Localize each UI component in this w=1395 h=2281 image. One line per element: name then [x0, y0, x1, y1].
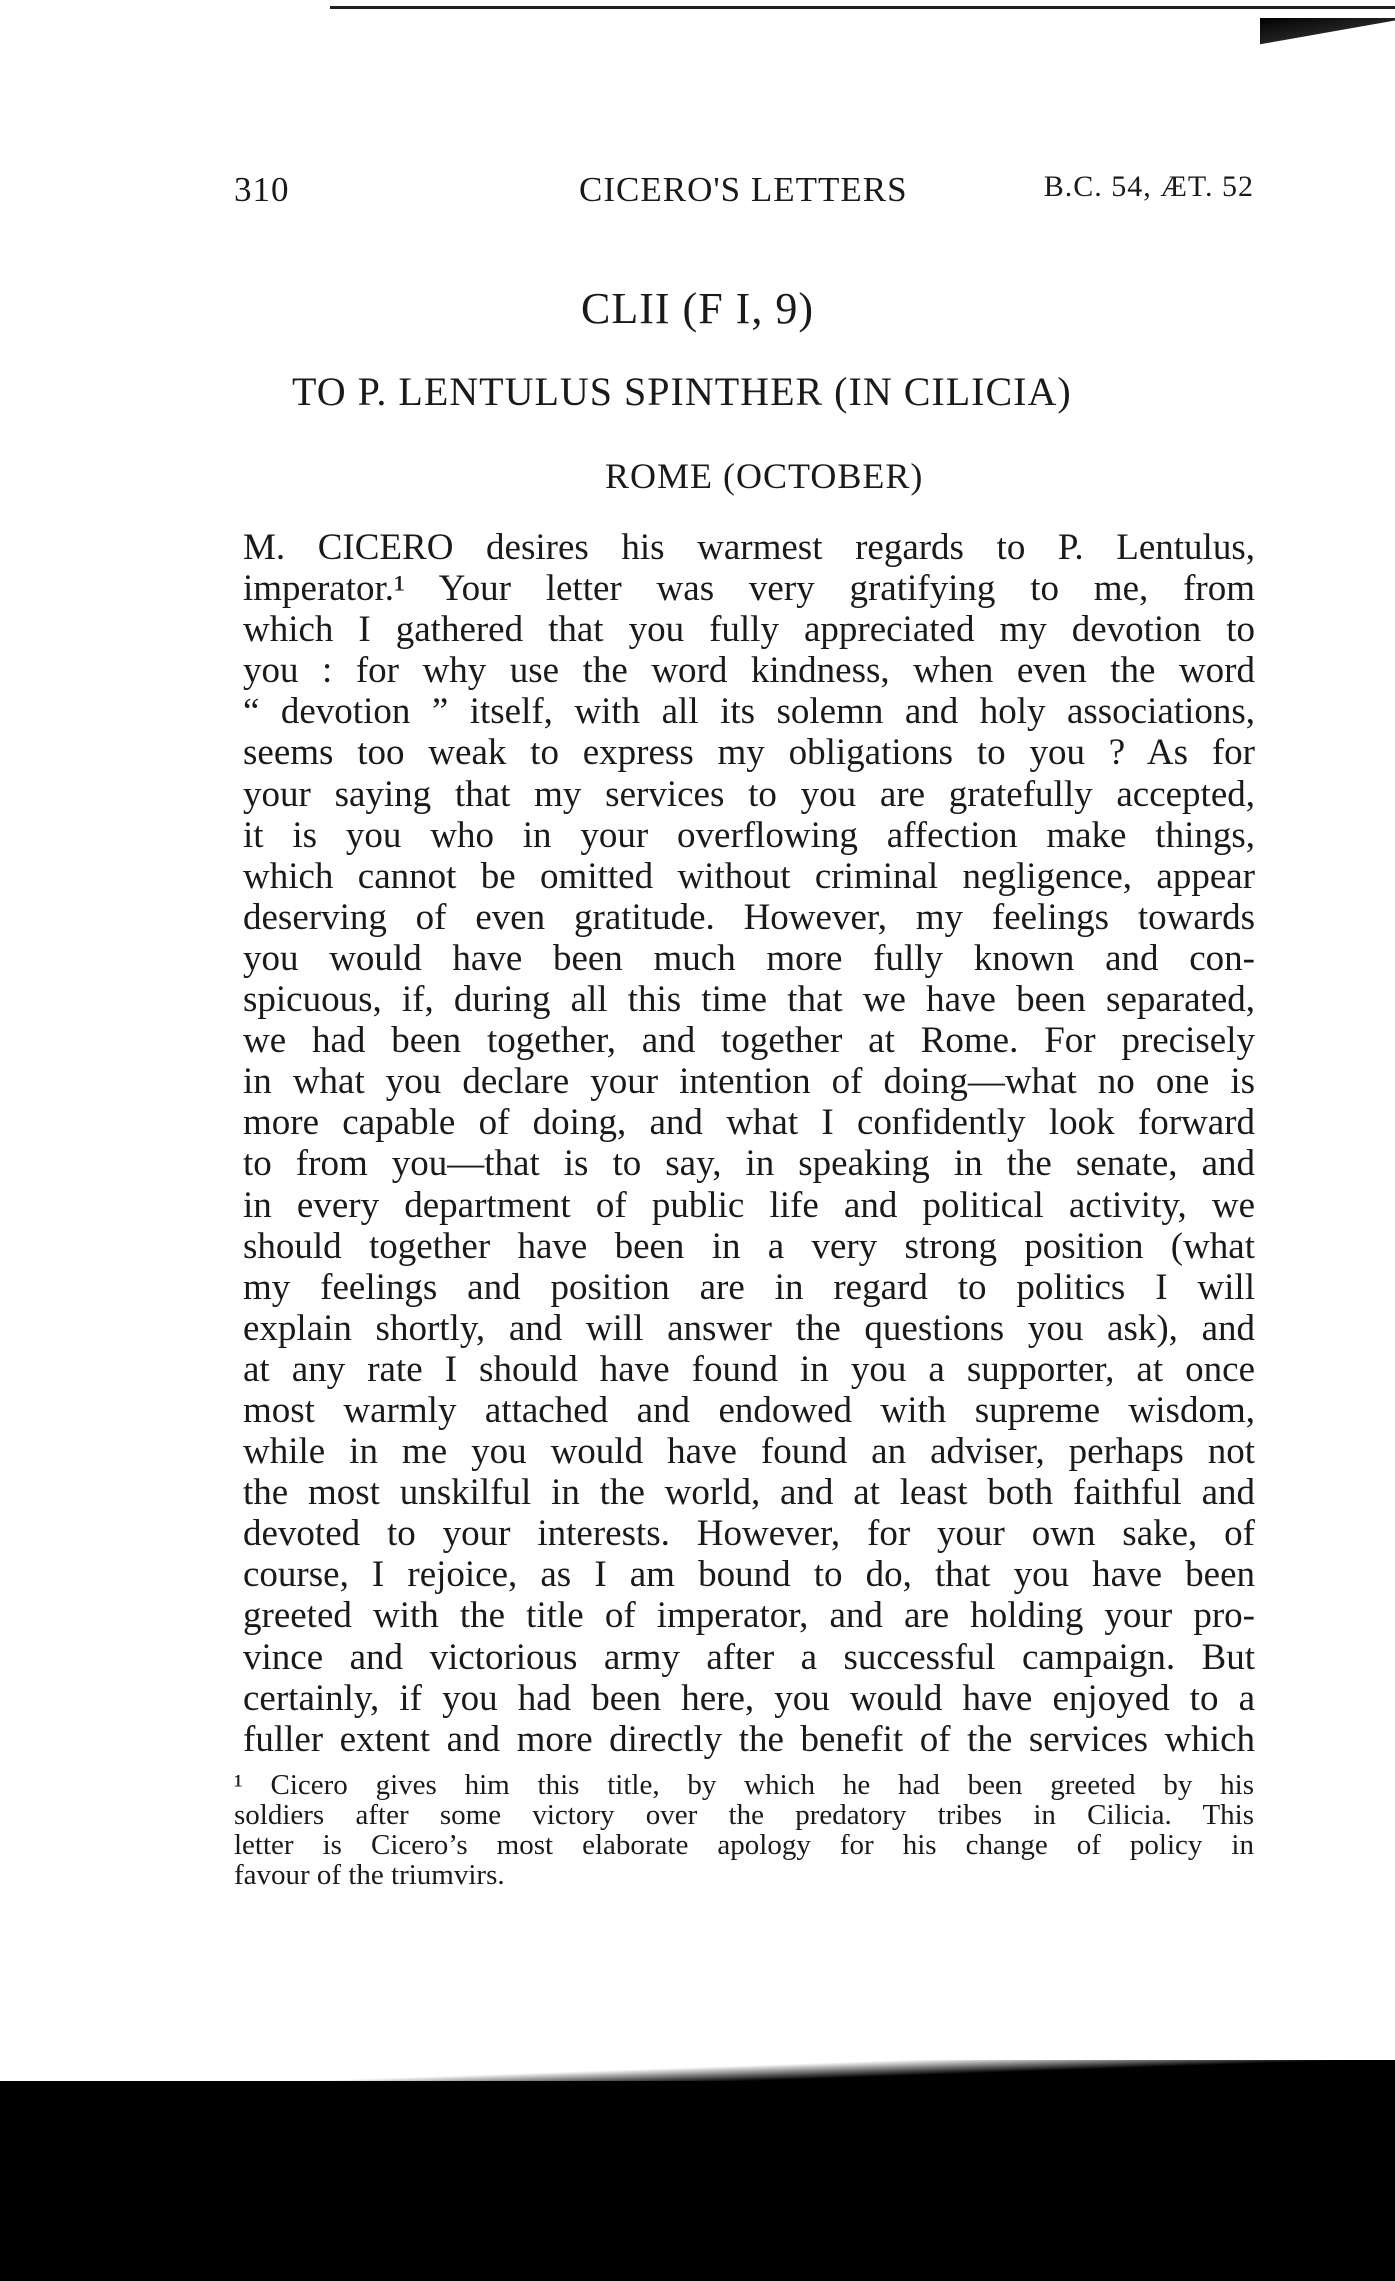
body-line: fuller extent and more directly the benefit of the services which — [243, 1718, 1255, 1760]
letter-number: CLII (F I, 9) — [581, 284, 814, 333]
body-line: most warmly attached and endowed with supreme wisdom, — [243, 1389, 1255, 1431]
body-line: you : for why use the word kindness, when even the word — [243, 650, 1255, 692]
body-line: more capable of doing, and what I confidently look forward — [243, 1102, 1255, 1144]
letter-place: ROME (OCTOBER) — [605, 456, 924, 496]
running-date: B.C. 54, ÆT. 52 — [1043, 170, 1254, 203]
body-line: vince and victorious army after a successful campaign. But — [243, 1636, 1255, 1678]
scan-bottom-band — [0, 2081, 1395, 2281]
body-line: devoted to your interests. However, for your own sake, of — [243, 1513, 1255, 1555]
running-head — [234, 170, 1254, 214]
body-line: in every department of public life and political activity, we — [243, 1184, 1255, 1226]
footnote-line: soldiers after some victory over the predatory tribes in Cilicia. This — [234, 1799, 1254, 1831]
running-title: CICERO'S LETTERS — [579, 170, 908, 209]
footnote-line: favour of the triumvirs. — [234, 1859, 505, 1891]
letter-body — [243, 527, 1255, 1760]
body-line: explain shortly, and will answer the questions you ask), and — [243, 1307, 1255, 1349]
body-line: the most unskilful in the world, and at least both faithful and — [243, 1472, 1255, 1514]
body-line: which I gathered that you fully appreciated my devotion to — [243, 609, 1255, 651]
body-line: M. CICERO desires his warmest regards to P. Lentulus, — [243, 527, 1255, 568]
body-line: “ devotion ” itself, with all its solemn and holy associations, — [243, 691, 1255, 733]
body-line: deserving of even gratitude. However, my feelings towards — [243, 896, 1255, 938]
body-line: which cannot be omitted without criminal negligence, appear — [243, 855, 1255, 897]
scan-top-edge-mark — [1260, 18, 1395, 52]
footnote-line: ¹ Cicero gives him this title, by which he had been greeted by his — [234, 1769, 1254, 1801]
body-line: certainly, if you had been here, you would have enjoyed to a — [243, 1677, 1255, 1719]
body-line: my feelings and position are in regard to politics I will — [243, 1266, 1255, 1308]
body-line: should together have been in a very strong position (what — [243, 1225, 1255, 1267]
body-line: you would have been much more fully known and con- — [243, 937, 1255, 979]
body-line: imperator.¹ Your letter was very gratifying to me, from — [243, 568, 1255, 610]
body-line: your saying that my services to you are gratefully accepted, — [243, 773, 1255, 815]
body-line: at any rate I should have found in you a supporter, at once — [243, 1348, 1255, 1390]
body-line: greeted with the title of imperator, and are holding your pro- — [243, 1595, 1255, 1637]
letter-recipient: TO P. LENTULUS SPINTHER (IN CILICIA) — [292, 369, 1072, 414]
footnote-line: letter is Cicero’s most elaborate apology for his change of policy in — [234, 1829, 1254, 1861]
body-line: we had been together, and together at Rome. For precisely — [243, 1020, 1255, 1062]
body-line: seems too weak to express my obligations to you ? As for — [243, 732, 1255, 774]
body-line: it is you who in your overflowing affection make things, — [243, 814, 1255, 856]
footnotes — [234, 1770, 1254, 1890]
body-line: in what you declare your intention of doing—what no one is — [243, 1061, 1255, 1103]
scan-top-rule — [330, 6, 1395, 9]
page-number: 310 — [234, 170, 290, 209]
body-line: course, I rejoice, as I am bound to do, that you have been — [243, 1554, 1255, 1596]
body-line: to from you—that is to say, in speaking in the senate, and — [243, 1143, 1255, 1185]
body-line: while in me you would have found an adviser, perhaps not — [243, 1431, 1255, 1473]
body-line: spicuous, if, during all this time that we have been separated, — [243, 979, 1255, 1021]
